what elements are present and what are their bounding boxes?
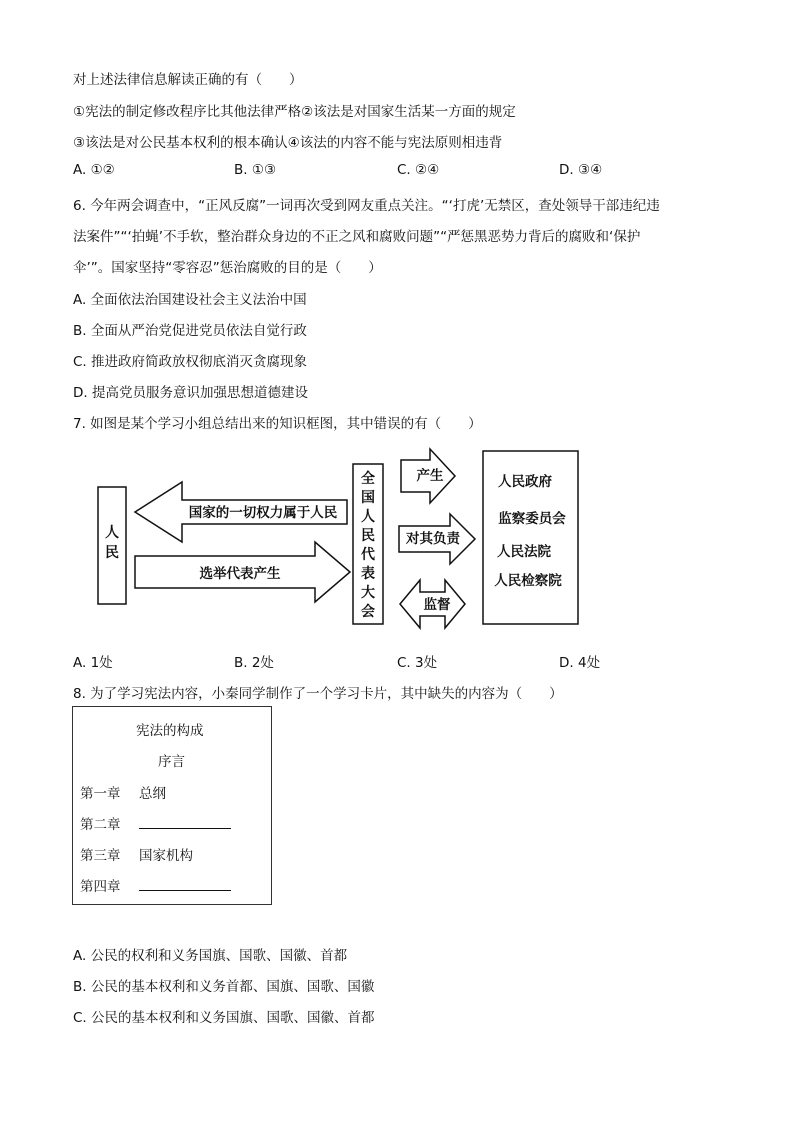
study-card	[72, 706, 272, 905]
card-chapter-1-name: 总纲	[139, 786, 166, 802]
q5-option-b[interactable]: B. ①③	[234, 162, 277, 178]
q5-statement-1: ①宪法的制定修改程序比其他法律严格②该法是对国家生活某一方面的规定	[73, 104, 516, 120]
q7-stem: 7. 如图是某个学习小组总结出来的知识框图，其中错误的有（ ）	[73, 416, 482, 432]
arrow-supervise-label: 监督	[423, 597, 451, 613]
arrow-elect-label: 选举代表产生	[199, 566, 281, 582]
q7-options	[73, 651, 723, 671]
organ-procuratorate: 人民检察院	[494, 573, 562, 589]
card-chapter-3-name: 国家机构	[139, 848, 193, 864]
q5-option-a[interactable]: A. ①②	[73, 162, 115, 178]
q8-option-b[interactable]: B. 公民的基本权利和义务首都、国旗、国歌、国徽	[73, 979, 375, 995]
q5-option-d[interactable]: D. ③④	[559, 162, 603, 178]
npc-char-7: 大	[361, 585, 375, 601]
card-chapter-1: 第一章	[80, 786, 121, 802]
npc-char-1: 全	[361, 471, 375, 487]
q5-statement-2: ③该法是对公民基本权利的根本确认④该法的内容不能与宪法原则相违背	[73, 135, 503, 151]
npc-char-6: 表	[361, 566, 375, 582]
card-title: 宪法的构成	[136, 723, 204, 739]
q6-stem-line-1: 6. 今年两会调查中，“正风反腐”一词再次受到网友重点关注。“‘打虎’无禁区，查处领导干部违纪违	[73, 198, 660, 214]
q6-option-a[interactable]: A. 全面依法治国建设社会主义法治中国	[73, 292, 307, 308]
q6-option-b[interactable]: B. 全面从严治党促进党员依法自觉行政	[73, 323, 307, 339]
arrow-responsible-label: 对其负责	[406, 531, 460, 547]
q7-option-a[interactable]: A. 1处	[73, 655, 113, 671]
q5-stem: 对上述法律信息解读正确的有（ ）	[73, 72, 303, 88]
card-chapter-4-blank	[139, 890, 231, 891]
npc-char-4: 民	[361, 528, 375, 544]
arrow-produce-label: 产生	[416, 468, 444, 484]
card-preface: 序言	[158, 754, 185, 770]
organ-supervisory-commission: 监察委员会	[498, 511, 566, 527]
organ-government: 人民政府	[498, 474, 552, 490]
q8-stem: 8. 为了学习宪法内容，小秦同学制作了一个学习卡片，其中缺失的内容为（ ）	[73, 686, 563, 702]
q7-option-d[interactable]: D. 4处	[559, 655, 601, 671]
q5-options	[73, 162, 723, 182]
q8-option-a[interactable]: A. 公民的权利和义务国旗、国歌、国徽、首都	[73, 948, 348, 964]
organ-court: 人民法院	[497, 544, 551, 560]
npc-char-2: 国	[361, 490, 375, 506]
knowledge-diagram	[95, 447, 585, 632]
people-label-char-2: 民	[105, 545, 119, 561]
npc-char-3: 人	[361, 509, 375, 525]
card-chapter-2-blank	[139, 828, 231, 829]
q7-option-b[interactable]: B. 2处	[234, 655, 274, 671]
q5-option-c[interactable]: C. ②④	[397, 162, 440, 178]
npc-char-5: 代	[361, 547, 375, 563]
q6-stem-line-3: 伞’”。国家坚持“零容忍”惩治腐败的目的是（ ）	[73, 260, 382, 276]
q6-option-c[interactable]: C. 推进政府简政放权彻底消灭贪腐现象	[73, 354, 308, 370]
q7-option-c[interactable]: C. 3处	[397, 655, 438, 671]
card-chapter-2: 第二章	[80, 817, 121, 833]
q6-option-d[interactable]: D. 提高党员服务意识加强思想道德建设	[73, 385, 308, 401]
q8-option-c[interactable]: C. 公民的基本权利和义务国旗、国歌、国徽、首都	[73, 1010, 375, 1026]
arrow-power-belongs-label: 国家的一切权力属于人民	[188, 505, 338, 521]
people-label-char-1: 人	[105, 525, 119, 541]
npc-char-8: 会	[361, 604, 375, 620]
card-chapter-4: 第四章	[80, 879, 121, 895]
q6-stem-line-2: 法案件”“‘拍蝇’不手软，整治群众身边的不正之风和腐败问题”“严惩黑恶势力背后的腐败和‘保护	[73, 229, 641, 245]
card-chapter-3: 第三章	[80, 848, 121, 864]
